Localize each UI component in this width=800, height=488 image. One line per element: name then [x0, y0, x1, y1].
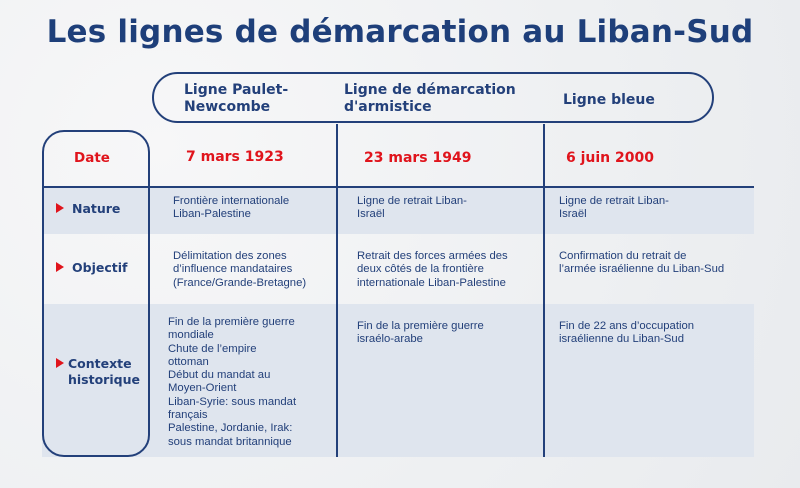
date-cell: 23 mars 1949	[364, 150, 472, 166]
row-label-line: historique	[68, 372, 140, 387]
cell-nature-paulet	[173, 195, 289, 222]
cell-text-line: ottoman	[168, 355, 209, 368]
cell-text-line: d’influence mandataires	[173, 263, 293, 276]
column-header-line: Ligne bleue	[563, 92, 655, 108]
cell-objectif-paulet	[173, 250, 306, 290]
cell-text-line: sous mandat britannique	[168, 435, 292, 448]
cell-text-line: Ligne de retrait Liban-	[559, 195, 669, 207]
cell-objectif-armistice	[357, 250, 508, 290]
grid-line	[543, 124, 545, 457]
cell-contexte-paulet	[168, 316, 296, 449]
cell-text-line: Israël	[357, 208, 385, 221]
cell-text-line: Début du mandat au	[168, 369, 271, 382]
grid-line	[336, 124, 338, 457]
cell-text-line: Ligne de retrait Liban-	[357, 195, 467, 207]
cell-text-line: israélo-arabe	[357, 333, 423, 346]
cell-text-line: français	[168, 409, 208, 422]
cell-text-line: Israël	[559, 208, 587, 221]
cell-nature-armistice	[357, 195, 467, 222]
cell-text-line: Palestine, Jordanie, Irak:	[168, 422, 293, 435]
cell-text-line: (France/Grande-Bretagne)	[173, 276, 307, 289]
cell-contexte-armistice	[357, 320, 484, 347]
column-header-paulet-newcombe	[184, 82, 288, 116]
cell-text-line: Fin de la première guerre	[357, 320, 484, 332]
cell-objectif-bleue	[559, 250, 724, 277]
cell-text-line: israélienne du Liban-Sud	[559, 333, 684, 346]
date-label: Date	[74, 150, 110, 166]
row-label-objectif: Objectif	[72, 260, 128, 275]
row-label-line: Contexte	[68, 356, 132, 371]
cell-text-line: Frontière internationale	[173, 195, 290, 207]
cell-text-line: Retrait des forces armées des	[357, 250, 508, 262]
cell-contexte-bleue	[559, 320, 694, 347]
cell-text-line: l’armée israélienne du Liban-Sud	[559, 263, 725, 276]
cell-text-line: Fin de 22 ans d’occupation	[559, 320, 695, 332]
column-header-line: d'armistice	[344, 99, 432, 115]
triangle-bullet-icon	[56, 262, 64, 272]
grid-line	[42, 186, 754, 188]
cell-text-line: internationale Liban-Palestine	[357, 276, 506, 289]
cell-text-line: Délimitation des zones	[173, 250, 287, 262]
column-header-line: Ligne de démarcation	[344, 82, 516, 98]
row-label-nature: Nature	[72, 201, 121, 216]
cell-text-line: Liban-Palestine	[173, 208, 251, 221]
cell-nature-bleue	[559, 195, 669, 222]
cell-text-line: mondiale	[168, 329, 214, 342]
cell-text-line: deux côtés de la frontière	[357, 263, 484, 276]
cell-text-line: Chute de l’empire	[168, 342, 257, 355]
column-header-line: Newcombe	[184, 99, 271, 115]
row-label-contexte	[68, 356, 140, 388]
page-title: Les lignes de démarcation au Liban-Sud	[46, 14, 754, 50]
column-header-armistice	[344, 82, 516, 116]
triangle-bullet-icon	[56, 358, 64, 368]
cell-text-line: Liban-Syrie: sous mandat	[168, 395, 297, 408]
row-label-frame	[42, 130, 150, 457]
cell-text-line: Moyen-Orient	[168, 382, 237, 395]
cell-text-line: Fin de la première guerre	[168, 316, 295, 328]
cell-text-line: Confirmation du retrait de	[559, 250, 687, 262]
column-header-ligne-bleue	[563, 92, 655, 109]
date-cell: 6 juin 2000	[566, 150, 654, 166]
date-cell: 7 mars 1923	[186, 149, 284, 165]
triangle-bullet-icon	[56, 203, 64, 213]
column-header-line: Ligne Paulet-	[184, 82, 289, 98]
